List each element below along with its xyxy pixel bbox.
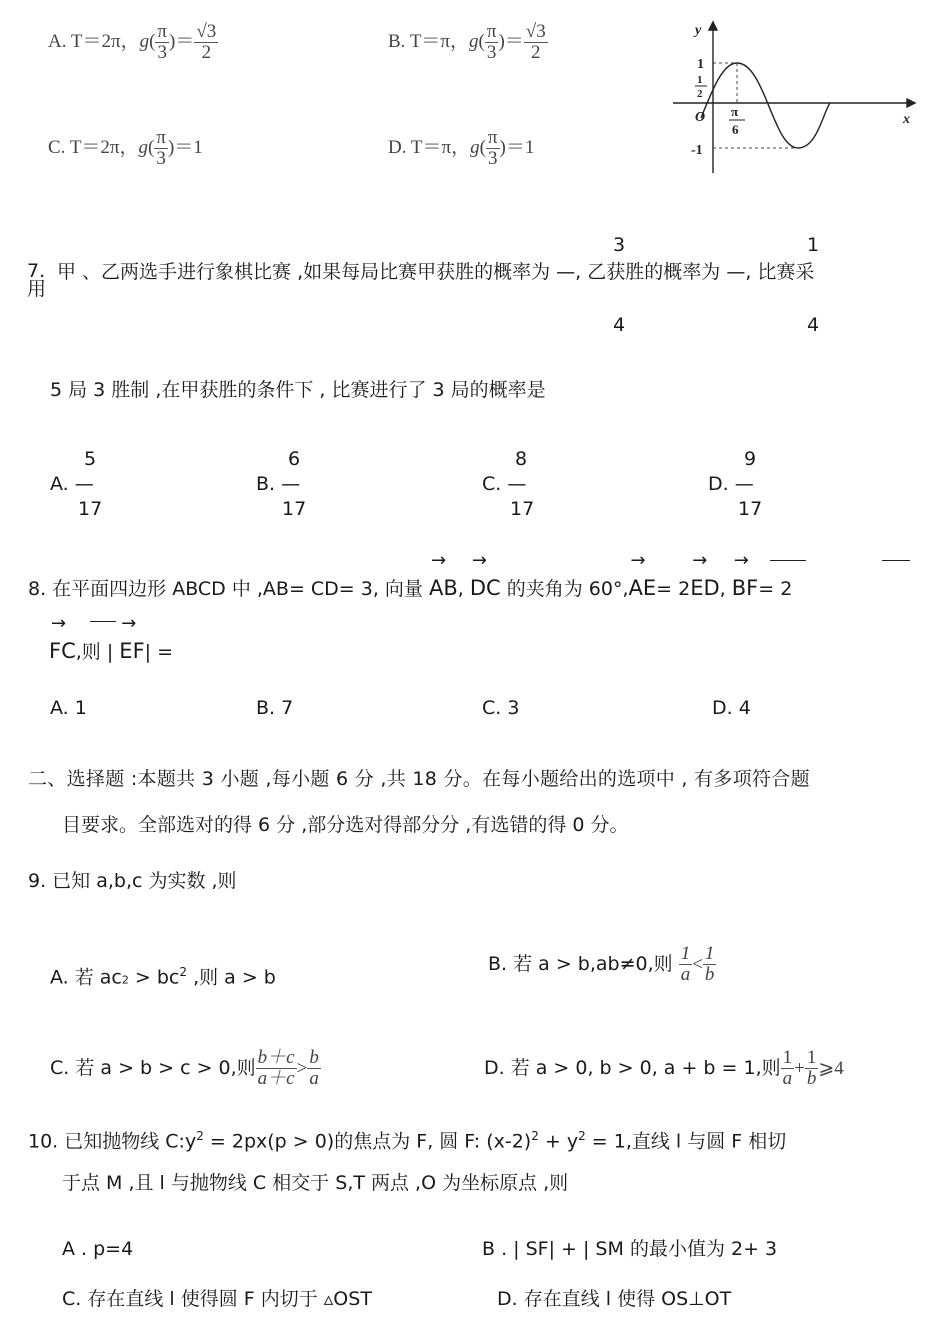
q6c-arg-fraction: $\frac{\pi}{3}$ <box>156 127 166 169</box>
origin-label: O <box>695 110 706 125</box>
q6-option-b-label: B. T＝π， <box>388 30 470 52</box>
q8-overbar-2 <box>882 560 910 561</box>
tick-label-neg1: -1 <box>691 143 703 158</box>
q7-frac2-den: 4 <box>807 314 820 336</box>
q10-option-a: A . p=4 <box>62 1238 134 1260</box>
q10-line1: 10. 已知抛物线 $C:y^2 = 2px(p > 0)$的焦点为 F, 圆 F: $(x-2)^2 + y^2 = 1$,直线 l 与圆 F 相切 <box>28 1129 787 1153</box>
q6-sine-graph <box>665 18 920 178</box>
vector-bf: → BF <box>732 578 759 599</box>
q7-option-b: B. — <box>256 473 301 495</box>
q7-option-a-den: 17 <box>78 498 103 520</box>
q7-option-d-num: 9 <box>744 448 757 470</box>
q7-frac2-num: 1 <box>807 234 820 256</box>
q6-option-c: C. T＝2π，g( $\frac{\pi}{3}$ )＝1 <box>48 127 203 169</box>
section2-heading-line1: 二、选择题 :本题共 3 小题 ,每小题 6 分 ,共 18 分。在每小题给出的选项中 , 有多项符合题 <box>28 768 810 790</box>
q10-option-c: C. 存在直线 l 使得圆 F 内切于 ▵OST <box>62 1288 372 1310</box>
sine-curve <box>701 63 830 148</box>
tick-label-pi: π <box>731 104 739 119</box>
q7-stem-line1: 甲 、乙两选手进行象棋比赛 ,如果每局比赛甲获胜的概率为 —, 乙获胜的概率为 —, 比赛采 <box>57 261 815 283</box>
vector-ae: → AE <box>629 578 657 599</box>
q6-option-d-label: D. T＝π， <box>388 136 471 158</box>
q9b-rhs-fraction: $\frac{1}{b}$ <box>704 943 715 985</box>
q10-option-d: D. 存在直线 l 使得 OS⊥OT <box>497 1288 732 1310</box>
q9-stem: 9. 已知 a,b,c 为实数 ,则 <box>28 870 237 892</box>
q9d-term1-fraction: $\frac{1}{a}$ <box>782 1047 793 1089</box>
q7-frac1-bar: — <box>556 261 576 283</box>
q7-option-c-den: 17 <box>510 498 535 520</box>
q7-option-c: C. — <box>482 473 527 495</box>
tick-label-1: 1 <box>697 57 704 72</box>
section2-heading-line2: 目要求。全部选对的得 6 分 ,部分选对得部分分 ,有选错的得 0 分。 <box>62 814 629 836</box>
q7-option-a: A. — <box>50 473 94 495</box>
x-axis-arrow <box>907 99 915 107</box>
q8-option-b: B. 7 <box>256 697 294 719</box>
q7-option-d-den: 17 <box>738 498 763 520</box>
q9d-term2-fraction: $\frac{1}{b}$ <box>806 1047 817 1089</box>
q8-overbar-1 <box>770 560 806 561</box>
q6d-arg-fraction: $\frac{\pi}{3}$ <box>487 127 498 169</box>
tick-label-6: 6 <box>732 122 739 137</box>
q7-option-c-num: 8 <box>515 448 528 470</box>
q7-frac1-den: 4 <box>613 314 626 336</box>
vector-ab: → AB <box>429 578 458 599</box>
tick-label-half-den: 2 <box>697 88 703 100</box>
q8-option-d: D. 4 <box>712 697 751 719</box>
y-axis-label: y <box>695 23 702 38</box>
q9c-lhs-fraction: $\frac{b+c}{a+c}$ <box>257 1047 295 1089</box>
vector-ef: → EF <box>119 641 144 662</box>
tick-label-half-num: 1 <box>697 74 703 86</box>
q7-option-d: D. — <box>708 473 754 495</box>
q10-line2: 于点 M ,且 l 与抛物线 C 相交于 S,T 两点 ,O 为坐标原点 ,则 <box>62 1172 569 1194</box>
q9b-lhs-fraction: $\frac{1}{a}$ <box>680 943 691 985</box>
q9-option-d: D. 若 a > 0, b > 0, a + b = 1,则 $\frac{1}{a}$ + $\frac{1}{b}$ ⩾4 <box>484 1047 844 1089</box>
vector-ed: → ED <box>690 578 719 599</box>
q7-frac1-num: 3 <box>613 234 626 256</box>
q6-option-a: A. T＝2π，g( $\frac{\pi}{3}$ )＝ $\frac{√3}{2}$ <box>48 21 217 63</box>
q7-stem-wrap: 用 <box>27 278 47 300</box>
q6-option-d: D. T＝π，g( $\frac{\pi}{3}$ )＝1 <box>388 127 535 169</box>
q10-option-b: B . | SF| + | SM 的最小值为 2+ 3 <box>482 1238 778 1260</box>
q9-option-b: B. 若 a > b,ab≠0,则 $\frac{1}{a}$ < $\frac{1}{b}$ <box>488 943 715 985</box>
q9c-rhs-fraction: $\frac{b}{a}$ <box>309 1047 319 1089</box>
x-axis-label: x <box>903 112 910 127</box>
q7-frac2-bar: — <box>726 261 746 283</box>
q7-option-a-num: 5 <box>84 448 97 470</box>
q6a-val-fraction: $\frac{√3}{2}$ <box>196 21 217 63</box>
y-axis-arrow <box>709 22 717 30</box>
q7-stem-line2: 5 局 3 胜制 ,在甲获胜的条件下 , 比赛进行了 3 局的概率是 <box>50 379 546 401</box>
vector-dc: → DC <box>470 578 501 599</box>
q8-option-c: C. 3 <box>482 697 520 719</box>
q7-option-b-num: 6 <box>288 448 301 470</box>
q9-option-c: C. 若 a > b > c > 0,则 $\frac{b+c}{a+c}$ > $\frac{b}{a}$ <box>50 1047 319 1089</box>
q9-option-a: A. 若 $ac2 > bc^2$ ,则 a > b <box>50 965 276 989</box>
q7-number: 7. <box>27 260 46 282</box>
q6-option-a-label: A. T＝2π， <box>48 30 140 52</box>
q8-option-a: A. 1 <box>50 697 87 719</box>
q6-option-b: B. T＝π，g( $\frac{\pi}{3}$ )＝ $\frac{√3}{2}$ <box>388 21 546 63</box>
q6b-arg-fraction: $\frac{\pi}{3}$ <box>486 21 497 63</box>
q7-option-b-den: 17 <box>282 498 307 520</box>
q8-overbar-3 <box>90 621 116 622</box>
q6a-arg-fraction: $\frac{\pi}{3}$ <box>157 21 167 63</box>
q8-line2: → FC,则 | → EF| = <box>49 641 173 662</box>
abs-open: | <box>106 641 114 663</box>
q6-option-c-label: C. T＝2π， <box>48 136 139 158</box>
q8-line1: 8. 在平面四边形 ABCD 中 ,AB= CD= 3, 向量 → AB, → DC 的夹角为 60°,→ AE= 2→ ED, → BF= 2 <box>28 578 792 599</box>
abs-close: | <box>144 641 152 663</box>
q6b-val-fraction: $\frac{√3}{2}$ <box>525 21 546 63</box>
vector-fc: → FC <box>49 641 76 662</box>
